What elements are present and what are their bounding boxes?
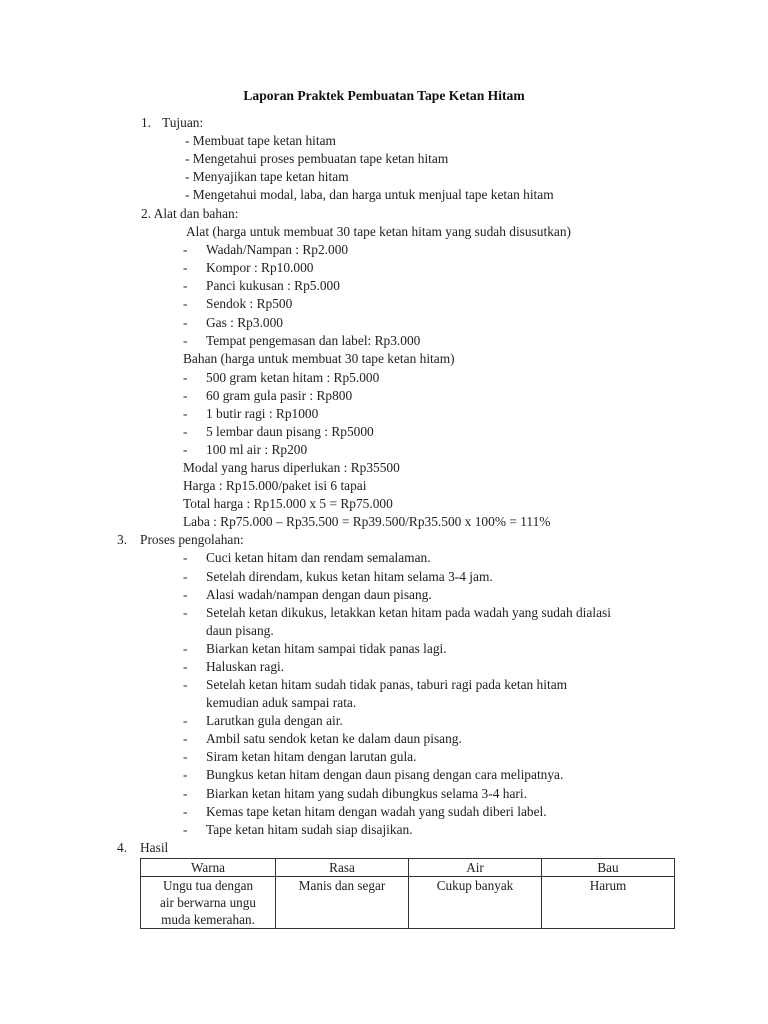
process-step: Alasi wadah/nampan dengan daun pisang. xyxy=(206,587,432,602)
bullet-dash: - xyxy=(183,641,188,656)
section-4-heading: Hasil xyxy=(140,840,169,855)
header-warna: Warna xyxy=(141,859,276,877)
alat-intro: Alat (harga untuk membuat 30 tape ketan hitam yang sudah disusutkan) xyxy=(186,224,572,239)
bullet-dash: - xyxy=(183,242,188,257)
bullet-dash: - xyxy=(183,767,188,782)
section-4-number: 4. xyxy=(117,840,128,855)
bullet-dash: - xyxy=(183,388,188,403)
process-step: Ambil satu sendok ketan ke dalam daun pisang. xyxy=(206,731,462,746)
alat-item: Gas : Rp3.000 xyxy=(206,315,283,330)
bullet-dash: - xyxy=(183,315,188,330)
bullet-dash: - xyxy=(183,260,188,275)
process-step: Setelah ketan dikukus, letakkan ketan hitam pada wadah yang sudah dialasi xyxy=(206,605,611,620)
header-air: Air xyxy=(409,859,542,877)
bullet-dash: - xyxy=(183,605,188,620)
process-step: Bungkus ketan hitam dengan daun pisang dengan cara melipatnya. xyxy=(206,767,564,782)
bullet-dash: - xyxy=(183,822,188,837)
section-3-number: 3. xyxy=(117,532,128,547)
laba-line: Laba : Rp75.000 – Rp35.500 = Rp39.500/Rp35.500 x 100% = 111% xyxy=(183,514,551,529)
bullet-dash: - xyxy=(183,677,188,692)
bullet-dash: - xyxy=(183,713,188,728)
modal-line: Modal yang harus diperlukan : Rp35500 xyxy=(183,460,400,475)
bullet-dash: - xyxy=(183,749,188,764)
process-step: Larutkan gula dengan air. xyxy=(206,713,343,728)
process-step: Siram ketan hitam dengan larutan gula. xyxy=(206,749,417,764)
process-step: Biarkan ketan hitam yang sudah dibungkus selama 3-4 hari. xyxy=(206,786,527,801)
table-row xyxy=(141,877,675,929)
bullet-dash: - xyxy=(183,424,188,439)
bullet-dash: - xyxy=(183,731,188,746)
process-step: Kemas tape ketan hitam dengan wadah yang sudah diberi label. xyxy=(206,804,547,819)
process-step-continued: kemudian aduk sampai rata. xyxy=(206,695,357,710)
bahan-item: 60 gram gula pasir : Rp800 xyxy=(206,388,353,403)
alat-item: Tempat pengemasan dan label: Rp3.000 xyxy=(206,333,421,348)
alat-item: Kompor : Rp10.000 xyxy=(206,260,314,275)
cell-rasa: Manis dan segar xyxy=(276,877,409,929)
bullet-dash: - xyxy=(183,370,188,385)
cell-warna-line: air berwarna ungu xyxy=(160,895,256,910)
bullet-dash: - xyxy=(183,333,188,348)
document-title: Laporan Praktek Pembuatan Tape Ketan Hitam xyxy=(243,88,525,103)
bullet-dash: - xyxy=(183,587,188,602)
section-2-heading: 2. Alat dan bahan: xyxy=(141,206,239,221)
tujuan-item: - Membuat tape ketan hitam xyxy=(185,133,336,148)
alat-item: Wadah/Nampan : Rp2.000 xyxy=(206,242,349,257)
hasil-table xyxy=(140,858,675,929)
cell-warna-line: Ungu tua dengan xyxy=(162,878,254,893)
bullet-dash: - xyxy=(183,278,188,293)
process-step: Biarkan ketan hitam sampai tidak panas lagi. xyxy=(206,641,447,656)
table-header-row xyxy=(141,859,675,877)
bahan-item: 100 ml air : Rp200 xyxy=(206,442,308,457)
bahan-item: 1 butir ragi : Rp1000 xyxy=(206,406,319,421)
cell-bau: Harum xyxy=(542,877,675,929)
header-rasa: Rasa xyxy=(276,859,409,877)
bahan-item: 5 lembar daun pisang : Rp5000 xyxy=(206,424,374,439)
bullet-dash: - xyxy=(183,550,188,565)
bullet-dash: - xyxy=(183,569,188,584)
bahan-item: 500 gram ketan hitam : Rp5.000 xyxy=(206,370,380,385)
tujuan-item: - Menyajikan tape ketan hitam xyxy=(185,169,349,184)
bullet-dash: - xyxy=(183,786,188,801)
tujuan-item: - Mengetahui proses pembuatan tape ketan hitam xyxy=(185,151,449,166)
alat-item: Panci kukusan : Rp5.000 xyxy=(206,278,340,293)
bahan-intro: Bahan (harga untuk membuat 30 tape ketan hitam) xyxy=(183,351,455,366)
bullet-dash: - xyxy=(183,296,188,311)
section-3-heading: Proses pengolahan: xyxy=(140,532,244,547)
section-1-heading: Tujuan: xyxy=(162,115,204,130)
bullet-dash: - xyxy=(183,442,188,457)
harga-line: Harga : Rp15.000/paket isi 6 tapai xyxy=(183,478,367,493)
bullet-dash: - xyxy=(183,659,188,674)
process-step: Haluskan ragi. xyxy=(206,659,285,674)
tujuan-item: - Mengetahui modal, laba, dan harga untuk menjual tape ketan hitam xyxy=(185,187,554,202)
total-harga-line: Total harga : Rp15.000 x 5 = Rp75.000 xyxy=(183,496,393,511)
process-step: Setelah ketan hitam sudah tidak panas, taburi ragi pada ketan hitam xyxy=(206,677,568,692)
section-1-number: 1. xyxy=(141,115,152,130)
process-step: Tape ketan hitam sudah siap disajikan. xyxy=(206,822,413,837)
bullet-dash: - xyxy=(183,804,188,819)
cell-warna xyxy=(141,877,276,929)
process-step: Cuci ketan hitam dan rendam semalaman. xyxy=(206,550,431,565)
header-bau: Bau xyxy=(542,859,675,877)
bullet-dash: - xyxy=(183,406,188,421)
process-step: Setelah direndam, kukus ketan hitam selama 3-4 jam. xyxy=(206,569,493,584)
cell-warna-line: muda kemerahan. xyxy=(161,912,255,927)
cell-air: Cukup banyak xyxy=(409,877,542,929)
process-step-continued: daun pisang. xyxy=(206,623,274,638)
alat-item: Sendok : Rp500 xyxy=(206,296,293,311)
